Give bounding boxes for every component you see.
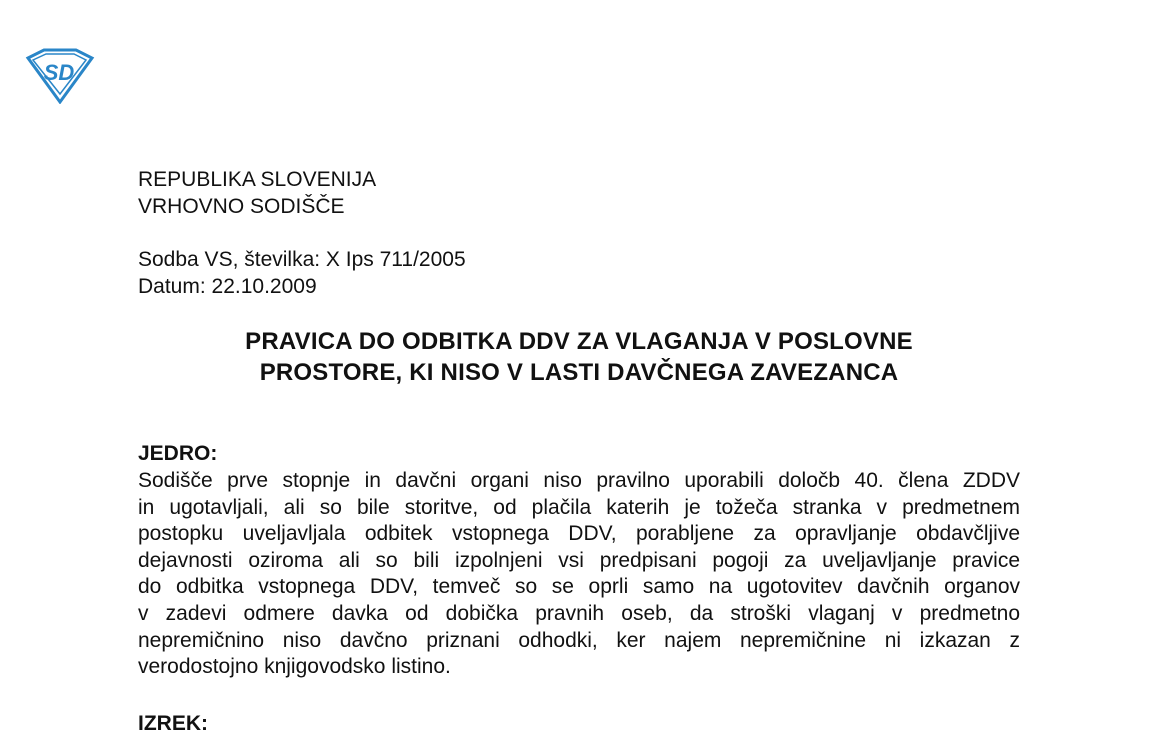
jedro-heading: JEDRO: (138, 442, 218, 465)
jedro-line: postopku uveljavljala odbitek vstopnega DDV, porabljene za opravljanje obdavčljive (138, 522, 1020, 546)
court-header (138, 166, 376, 220)
jedro-line: dejavnosti oziroma ali so bili izpolnjeni vsi predpisani pogoji za uveljavljanje pravice (138, 548, 1020, 572)
document-title (138, 326, 1020, 388)
header-court: VRHOVNO SODIŠČE (138, 195, 345, 218)
title-line-2: PROSTORE, KI NISO V LASTI DAVČNEGA ZAVEZANCA (259, 359, 899, 386)
jedro-line: verodostojno knjigovodsko listino. (138, 655, 451, 679)
logo-text: SD (43, 60, 75, 85)
jedro-line: nepremičnino niso davčno priznani odhodki, ker najem nepremičnine ni izkazan z (138, 628, 1020, 652)
case-date: Datum: 22.10.2009 (138, 275, 317, 298)
jedro-line: v zadevi odmere davka od dobička pravnih oseb, da stroški vlaganj v predmetno (138, 601, 1020, 625)
sodisce-logo-icon (22, 48, 96, 104)
header-country: REPUBLIKA SLOVENIJA (138, 168, 377, 191)
case-number: Sodba VS, številka: X Ips 711/2005 (138, 248, 466, 271)
jedro-line: in ugotavljali, ali so bile storitve, od plačila katerih je tožeča stranka v predmetnem (138, 495, 1020, 519)
izrek-heading: IZREK: (138, 712, 208, 735)
jedro-paragraph (138, 468, 1020, 681)
title-line-1: PRAVICA DO ODBITKA DDV ZA VLAGANJA V POSLOVNE (245, 328, 913, 355)
jedro-line: do odbitka vstopnega DDV, temveč so se oprli samo na ugotovitev davčnih organov (138, 575, 1020, 599)
jedro-line: Sodišče prve stopnje in davčni organi niso pravilno uporabili določb 40. člena ZDDV (138, 469, 1020, 492)
case-meta (138, 246, 466, 300)
